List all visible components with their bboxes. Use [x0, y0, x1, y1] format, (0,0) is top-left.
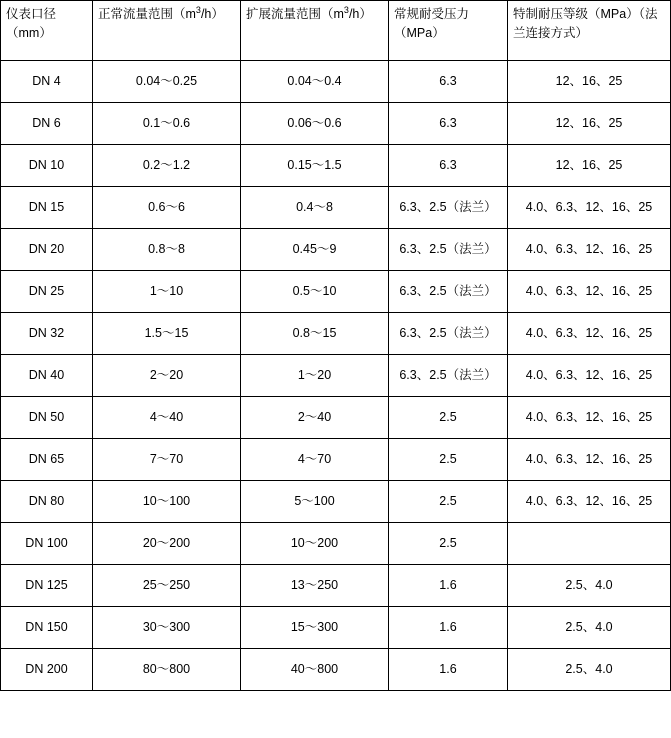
table-row	[1, 397, 671, 439]
cell-diameter: DN 80	[1, 481, 93, 523]
table-row	[1, 229, 671, 271]
cell-custom-pressure: 12、16、25	[508, 103, 671, 145]
cell-diameter: DN 32	[1, 313, 93, 355]
cell-diameter: DN 150	[1, 607, 93, 649]
cell-normal-flow: 0.04～0.25	[93, 61, 241, 103]
table-row	[1, 103, 671, 145]
cell-standard-pressure: 1.6	[389, 607, 508, 649]
column-header-extended-flow-text: 扩展流量范围$(m^3/h)$	[246, 4, 372, 21]
cell-standard-pressure: 6.3、2.5（法兰）	[389, 229, 508, 271]
cell-normal-flow: 4～40	[93, 397, 241, 439]
cell-custom-pressure: 12、16、25	[508, 145, 671, 187]
table-row	[1, 187, 671, 229]
cell-standard-pressure: 6.3	[389, 145, 508, 187]
cell-diameter: DN 6	[1, 103, 93, 145]
cell-standard-pressure: 6.3、2.5（法兰）	[389, 313, 508, 355]
table-row	[1, 607, 671, 649]
cell-normal-flow: 7～70	[93, 439, 241, 481]
cell-extended-flow: 0.04～0.4	[241, 61, 389, 103]
cell-diameter: DN 25	[1, 271, 93, 313]
table-row	[1, 523, 671, 565]
cell-standard-pressure: 6.3	[389, 61, 508, 103]
cell-normal-flow: 0.1～0.6	[93, 103, 241, 145]
cell-extended-flow: 1～20	[241, 355, 389, 397]
column-header-standard-pressure-text: 常规耐受压力（MPa）	[394, 7, 470, 40]
cell-custom-pressure: 4.0、6.3、12、16、25	[508, 355, 671, 397]
cell-standard-pressure: 6.3、2.5（法兰）	[389, 187, 508, 229]
cell-extended-flow: 40～800	[241, 649, 389, 691]
cell-normal-flow: 10～100	[93, 481, 241, 523]
cell-custom-pressure: 4.0、6.3、12、16、25	[508, 481, 671, 523]
cell-extended-flow: 2～40	[241, 397, 389, 439]
cell-custom-pressure: 4.0、6.3、12、16、25	[508, 397, 671, 439]
cell-diameter: DN 40	[1, 355, 93, 397]
cell-extended-flow: 10～200	[241, 523, 389, 565]
cell-standard-pressure: 1.6	[389, 565, 508, 607]
column-header-diameter	[1, 1, 93, 61]
table-row	[1, 61, 671, 103]
column-header-extended-flow	[241, 1, 389, 61]
cell-standard-pressure: 6.3、2.5（法兰）	[389, 355, 508, 397]
cell-custom-pressure	[508, 523, 671, 565]
column-header-diameter-text: 仪表口径（mm）	[6, 7, 57, 40]
column-header-standard-pressure	[389, 1, 508, 61]
cell-diameter: DN 65	[1, 439, 93, 481]
cell-custom-pressure: 2.5、4.0	[508, 607, 671, 649]
cell-diameter: DN 10	[1, 145, 93, 187]
cell-standard-pressure: 2.5	[389, 481, 508, 523]
cell-extended-flow: 5～100	[241, 481, 389, 523]
cell-diameter: DN 20	[1, 229, 93, 271]
table-row	[1, 271, 671, 313]
cell-normal-flow: 1～10	[93, 271, 241, 313]
column-header-normal-flow	[93, 1, 241, 61]
cell-normal-flow: 25～250	[93, 565, 241, 607]
cell-normal-flow: 0.6～6	[93, 187, 241, 229]
cell-standard-pressure: 2.5	[389, 523, 508, 565]
column-header-normal-flow-text: 正常流量范围$(m^3/h)$	[98, 4, 224, 21]
cell-extended-flow: 0.4～8	[241, 187, 389, 229]
cell-custom-pressure: 4.0、6.3、12、16、25	[508, 229, 671, 271]
cell-custom-pressure: 4.0、6.3、12、16、25	[508, 187, 671, 229]
cell-extended-flow: 15～300	[241, 607, 389, 649]
cell-diameter: DN 200	[1, 649, 93, 691]
cell-custom-pressure: 4.0、6.3、12、16、25	[508, 439, 671, 481]
cell-normal-flow: 0.8～8	[93, 229, 241, 271]
table-row	[1, 649, 671, 691]
cell-normal-flow: 80～800	[93, 649, 241, 691]
table-body	[1, 61, 671, 691]
table-row	[1, 565, 671, 607]
cell-custom-pressure: 4.0、6.3、12、16、25	[508, 271, 671, 313]
cell-standard-pressure: 6.3	[389, 103, 508, 145]
cell-diameter: DN 15	[1, 187, 93, 229]
cell-normal-flow: 0.2～1.2	[93, 145, 241, 187]
table-row	[1, 313, 671, 355]
table-row	[1, 481, 671, 523]
cell-standard-pressure: 2.5	[389, 439, 508, 481]
cell-normal-flow: 2～20	[93, 355, 241, 397]
column-header-custom-pressure	[508, 1, 671, 61]
cell-diameter: DN 50	[1, 397, 93, 439]
cell-custom-pressure: 12、16、25	[508, 61, 671, 103]
cell-normal-flow: 1.5～15	[93, 313, 241, 355]
cell-normal-flow: 20～200	[93, 523, 241, 565]
cell-extended-flow: 13～250	[241, 565, 389, 607]
table-row	[1, 145, 671, 187]
cell-diameter: DN 100	[1, 523, 93, 565]
cell-standard-pressure: 2.5	[389, 397, 508, 439]
cell-extended-flow: 4～70	[241, 439, 389, 481]
cell-extended-flow: 0.8～15	[241, 313, 389, 355]
column-header-custom-pressure-text: 特制耐压等级（MPa）（法兰连接方式）	[513, 7, 658, 40]
table-header	[1, 1, 671, 61]
cell-custom-pressure: 2.5、4.0	[508, 649, 671, 691]
cell-custom-pressure: 2.5、4.0	[508, 565, 671, 607]
table-row	[1, 439, 671, 481]
cell-standard-pressure: 1.6	[389, 649, 508, 691]
cell-extended-flow: 0.15～1.5	[241, 145, 389, 187]
cell-extended-flow: 0.45～9	[241, 229, 389, 271]
cell-standard-pressure: 6.3、2.5（法兰）	[389, 271, 508, 313]
cell-extended-flow: 0.5～10	[241, 271, 389, 313]
cell-custom-pressure: 4.0、6.3、12、16、25	[508, 313, 671, 355]
cell-normal-flow: 30～300	[93, 607, 241, 649]
cell-extended-flow: 0.06～0.6	[241, 103, 389, 145]
cell-diameter: DN 4	[1, 61, 93, 103]
cell-diameter: DN 125	[1, 565, 93, 607]
table-header-row	[1, 1, 671, 61]
table-row	[1, 355, 671, 397]
